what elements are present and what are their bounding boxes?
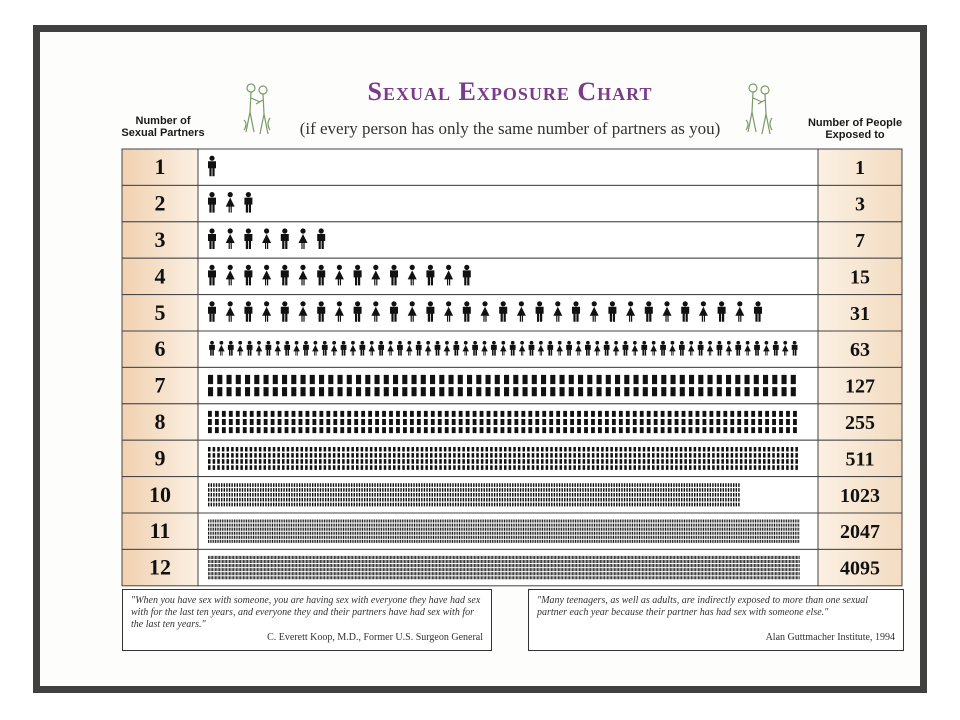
person-head xyxy=(464,341,468,345)
figures-cell-11 xyxy=(198,513,818,549)
figures-cell-2 xyxy=(198,185,818,221)
person-head xyxy=(683,301,688,306)
exposed-label-11: 2047 xyxy=(840,521,880,544)
figures-cell-6 xyxy=(198,331,818,367)
person-head xyxy=(573,301,578,306)
person-head xyxy=(300,265,305,270)
person-head xyxy=(727,341,731,345)
person-head xyxy=(313,341,317,345)
person-head xyxy=(555,301,560,306)
poster-frame xyxy=(33,25,927,693)
person-head xyxy=(248,341,252,345)
person-head xyxy=(482,301,487,306)
exposed-label-12: 4095 xyxy=(840,557,880,580)
person-head xyxy=(428,265,433,270)
partners-label-2: 2 xyxy=(154,190,166,216)
partners-label-12: 12 xyxy=(149,554,171,580)
person-head xyxy=(228,301,233,306)
person-head xyxy=(246,192,251,197)
person-head xyxy=(652,341,656,345)
person-head xyxy=(501,341,505,345)
person-head xyxy=(285,341,289,345)
figures-cell-12 xyxy=(198,549,818,585)
person-head xyxy=(595,341,599,345)
person-head xyxy=(282,301,287,306)
left-column-header-line2: Sexual Partners xyxy=(121,127,205,139)
person-head xyxy=(746,341,750,345)
person-head xyxy=(537,301,542,306)
person-head xyxy=(264,228,269,233)
person-head xyxy=(558,341,562,345)
person-head xyxy=(209,192,214,197)
person-head xyxy=(614,341,618,345)
person-head xyxy=(398,341,402,345)
person-head xyxy=(209,301,214,306)
person-head xyxy=(379,341,383,345)
person-head xyxy=(319,265,324,270)
person-head xyxy=(642,341,646,345)
person-head xyxy=(332,341,336,345)
left-column-header-line1: Number of xyxy=(135,115,191,127)
figures-cell-4 xyxy=(198,258,818,294)
person-head xyxy=(633,341,637,345)
person-head xyxy=(577,341,581,345)
exposed-label-5: 31 xyxy=(850,302,870,325)
person-head xyxy=(373,301,378,306)
figures-cell-9 xyxy=(198,440,818,476)
person-head xyxy=(605,341,609,345)
quote-text-guttmacher: "Many teenagers, as well as adults, are indirectly exposed to more than one sexual partner each year because their partner has had sex with someone else." xyxy=(537,595,869,618)
partners-label-1: 1 xyxy=(154,154,166,180)
person-head xyxy=(373,265,378,270)
chart-subtitle: (if every person has only the same number of partners as you) xyxy=(299,119,721,138)
person-head xyxy=(370,341,374,345)
person-head xyxy=(428,301,433,306)
person-head xyxy=(628,301,633,306)
person-head xyxy=(701,301,706,306)
person-head xyxy=(304,341,308,345)
person-head xyxy=(417,341,421,345)
person-head xyxy=(718,341,722,345)
person-head xyxy=(446,301,451,306)
person-head xyxy=(282,265,287,270)
person-head xyxy=(793,341,797,345)
person-head xyxy=(267,341,271,345)
person-head xyxy=(755,341,759,345)
person-head xyxy=(264,265,269,270)
person-head xyxy=(209,228,214,233)
person-head xyxy=(360,341,364,345)
right-column-header-line2: Exposed to xyxy=(825,129,885,141)
person-head xyxy=(282,228,287,233)
person-head xyxy=(783,341,787,345)
person-head xyxy=(624,341,628,345)
person-head xyxy=(610,301,615,306)
partners-label-5: 5 xyxy=(154,299,166,325)
person-head xyxy=(410,301,415,306)
person-head xyxy=(209,265,214,270)
figures-cell-1 xyxy=(198,149,818,185)
person-head xyxy=(689,341,693,345)
quote-box-koop xyxy=(122,589,492,651)
person-head xyxy=(228,192,233,197)
figures-cell-7 xyxy=(198,367,818,403)
person-head xyxy=(445,341,449,345)
person-head xyxy=(492,341,496,345)
exposed-label-2: 3 xyxy=(855,193,865,216)
exposed-label-4: 15 xyxy=(850,266,870,289)
person-head xyxy=(699,341,703,345)
person-head xyxy=(661,341,665,345)
person-head xyxy=(501,301,506,306)
partners-label-8: 8 xyxy=(154,409,166,434)
person-head xyxy=(209,156,214,161)
person-head xyxy=(680,341,684,345)
person-head xyxy=(337,301,342,306)
quote-attribution-guttmacher: Alan Guttmacher Institute, 1994 xyxy=(765,632,895,643)
person-head xyxy=(337,265,342,270)
exposed-label-6: 63 xyxy=(850,339,870,362)
person-head xyxy=(319,301,324,306)
person-head xyxy=(246,301,251,306)
person-head xyxy=(708,341,712,345)
person-head xyxy=(276,341,280,345)
person-head xyxy=(483,341,487,345)
person-head xyxy=(664,301,669,306)
exposed-label-9: 511 xyxy=(845,448,875,471)
person-head xyxy=(646,301,651,306)
exposed-label-3: 7 xyxy=(855,230,865,252)
person-head xyxy=(755,301,760,306)
person-head xyxy=(719,301,724,306)
person-head xyxy=(264,301,269,306)
partners-label-10: 10 xyxy=(149,481,171,507)
right-column-header-line1: Number of People xyxy=(807,117,903,129)
exposed-label-1: 1 xyxy=(855,157,865,180)
person-head xyxy=(436,341,440,345)
partners-label-6: 6 xyxy=(154,336,166,362)
person-head xyxy=(391,265,396,270)
person-head xyxy=(351,341,355,345)
person-head xyxy=(567,341,571,345)
person-head xyxy=(355,301,360,306)
person-head xyxy=(342,341,346,345)
person-head xyxy=(319,228,324,233)
person-head xyxy=(229,341,233,345)
partners-label-11: 11 xyxy=(149,518,171,544)
person-head xyxy=(410,265,415,270)
partners-label-7: 7 xyxy=(154,372,166,398)
quote-text-koop: "When you have sex with someone, you are having sex with everyone they have had sex with for the last ten years, and everyone they and their partners have had sex with for the last ten years." xyxy=(131,595,481,630)
person-head xyxy=(446,265,451,270)
figures-cell-3 xyxy=(198,222,818,258)
person-head xyxy=(519,301,524,306)
exposed-label-8: 255 xyxy=(845,412,875,434)
person-head xyxy=(548,341,552,345)
partners-label-3: 3 xyxy=(154,227,166,252)
person-head xyxy=(210,341,214,345)
person-head xyxy=(238,341,242,345)
person-head xyxy=(464,301,469,306)
person-head xyxy=(391,301,396,306)
person-head xyxy=(389,341,393,345)
person-head xyxy=(464,265,469,270)
partners-label-4: 4 xyxy=(154,263,166,289)
person-head xyxy=(520,341,524,345)
person-head xyxy=(539,341,543,345)
person-head xyxy=(295,341,299,345)
person-head xyxy=(473,341,477,345)
person-head xyxy=(220,341,224,345)
person-head xyxy=(511,341,515,345)
poster xyxy=(40,32,920,686)
partners-label-9: 9 xyxy=(154,445,166,471)
person-head xyxy=(257,341,261,345)
person-head xyxy=(774,341,778,345)
quote-attribution-koop: C. Everett Koop, M.D., Former U.S. Surgeon General xyxy=(267,632,483,643)
person-head xyxy=(671,341,675,345)
person-head xyxy=(736,341,740,345)
person-head xyxy=(228,228,233,233)
person-head xyxy=(246,265,251,270)
exposure-chart xyxy=(40,32,920,686)
person-head xyxy=(530,341,534,345)
person-head xyxy=(765,341,769,345)
person-head xyxy=(323,341,327,345)
chart-title: Sexual Exposure Chart xyxy=(367,77,653,106)
person-head xyxy=(586,341,590,345)
exposed-label-10: 1023 xyxy=(840,484,880,507)
person-head xyxy=(737,301,742,306)
person-head xyxy=(454,341,458,345)
person-head xyxy=(426,341,430,345)
person-head xyxy=(355,265,360,270)
person-head xyxy=(246,228,251,233)
exposed-label-7: 127 xyxy=(845,375,875,398)
person-head xyxy=(407,341,411,345)
quote-box-guttmacher xyxy=(528,589,904,651)
person-head xyxy=(592,301,597,306)
person-head xyxy=(300,301,305,306)
person-head xyxy=(300,228,305,233)
person-head xyxy=(228,265,233,270)
